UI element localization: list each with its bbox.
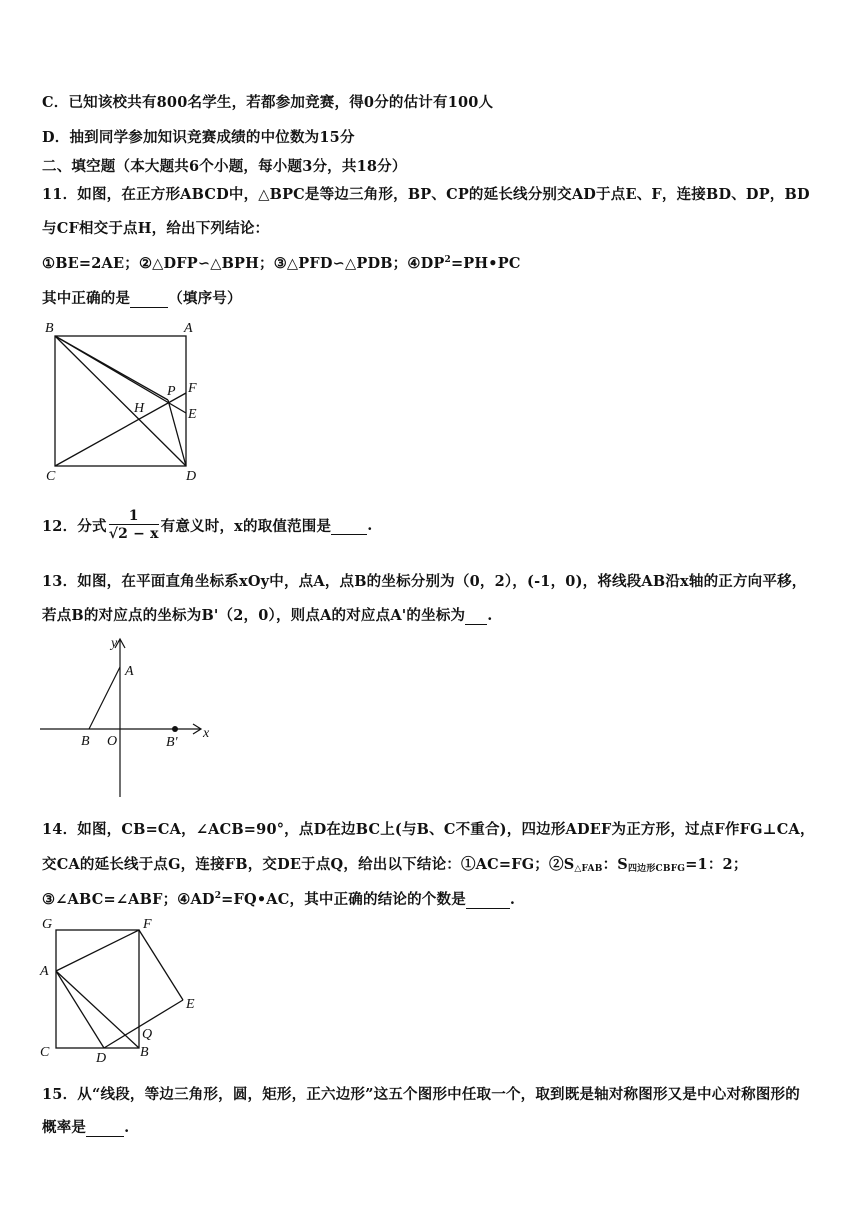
q12-prefix: 12．分式 <box>42 518 107 535</box>
label-d: D <box>186 469 197 484</box>
figure-q14 <box>36 914 206 1064</box>
label-e: E <box>188 407 197 422</box>
label-a: A <box>184 321 193 336</box>
q11-answer-blank[interactable] <box>130 290 168 308</box>
q14-line-1: 14．如图，CB=CA，∠ACB=90°，点D在边BC上(与B、C不重合)，四边形ADEF为正方形，过点F作FG⊥CA， <box>42 821 815 838</box>
q15-period: . <box>124 1119 130 1136</box>
q15-text: 概率是 <box>42 1119 87 1136</box>
q11-answer-prompt: 其中正确的是 <box>42 290 131 307</box>
q13-line-1: 13．如图，在平面直角坐标系xOy中，点A，点B的坐标分别为（0，2），(-1，0)，将线段AB沿x轴的正方向平移， <box>42 573 807 590</box>
q12-answer-blank[interactable] <box>331 517 367 535</box>
label-a: A <box>125 664 134 679</box>
label-f: F <box>188 381 197 396</box>
label-c: C <box>46 469 56 484</box>
label-c: C <box>40 1045 50 1060</box>
q14-answer-blank[interactable] <box>466 891 510 909</box>
q11-answer-hint: （填序号） <box>168 290 242 307</box>
q11-line-1: 11．如图，在正方形ABCD中，△BPC是等边三角形，BP、CP的延长线分别交AD于点E、F，连接BD、DP，BD <box>42 186 810 203</box>
q14-line-3 <box>42 888 515 909</box>
q11-line-2: 与CF相交于点H，给出下列结论： <box>42 220 270 237</box>
q14-exponent: 2 <box>214 891 222 902</box>
q14-text-b: ：S <box>602 856 628 873</box>
q15-line-1: 15．从“线段，等边三角形，圆，矩形，正六边形”这五个图形中任取一个，取到既是轴对称图形又是中心对称图形的 <box>42 1086 800 1103</box>
label-b: B <box>140 1045 149 1060</box>
q12-numerator: 1 <box>109 508 159 525</box>
label-a: A <box>40 964 49 979</box>
q14-sub-fab: △FAB <box>574 864 603 874</box>
point-b-prime <box>172 726 178 732</box>
q14-text-e: =FQ•AC，其中正确的结论的个数是 <box>221 891 466 908</box>
q14-sub-cbfg: 四边形CBFG <box>627 864 686 874</box>
q13-line-2 <box>42 604 492 625</box>
label-b-prime: B' <box>166 735 178 750</box>
q12-fraction <box>109 508 159 543</box>
label-e: E <box>186 997 195 1012</box>
label-h: H <box>134 401 145 416</box>
label-p: P <box>167 384 176 399</box>
option-d: D．抽到同学参加知识竞赛成绩的中位数为15分 <box>42 129 355 146</box>
label-o: O <box>107 734 118 749</box>
label-q: Q <box>142 1027 153 1042</box>
label-f: F <box>143 917 152 932</box>
q13-period: . <box>487 607 493 624</box>
q11-line-3 <box>42 252 521 273</box>
q15-answer-blank[interactable] <box>86 1119 124 1137</box>
q12-period: . <box>367 517 373 534</box>
q12-denominator: √2 − x <box>108 526 159 542</box>
q15-line-2 <box>42 1116 129 1137</box>
label-x: x <box>203 726 210 741</box>
q14-text-a: 交CA的延长线于点G，连接FB，交DE于点Q，给出以下结论：①AC=FG；②S <box>42 856 575 873</box>
q12-text: 有意义时，x的取值范围是 <box>160 518 332 535</box>
label-d: D <box>96 1051 107 1064</box>
q14-text-c: =1：2； <box>685 856 748 873</box>
option-c: C．已知该校共有800名学生，若都参加竞赛，得0分的估计有100人 <box>42 94 494 111</box>
q13-answer-blank[interactable] <box>465 607 487 625</box>
q11-conclusions: ①BE=2AE；②△DFP∽△BPH；③△PFD∽△PDB；④DP <box>42 255 445 272</box>
label-b: B <box>45 321 54 336</box>
q11-conclusions-end: =PH•PC <box>450 255 521 272</box>
q11-line-4 <box>42 287 242 308</box>
label-b: B <box>81 734 90 749</box>
label-g: G <box>42 917 53 932</box>
figure-q13 <box>38 632 228 802</box>
figure-q11 <box>40 318 210 488</box>
section-heading: 二、填空题（本大题共6个小题，每小题3分，共18分） <box>42 158 407 175</box>
label-y: y <box>111 636 118 651</box>
q12-line <box>42 508 372 543</box>
q13-text: 若点B的对应点的坐标为B'（2，0），则点A的对应点A'的坐标为 <box>42 607 466 624</box>
q14-text-d: ③∠ABC=∠ABF；④AD <box>42 891 215 908</box>
q14-period: . <box>509 891 516 908</box>
q11-exponent: 2 <box>444 255 451 266</box>
q14-line-2 <box>42 853 748 874</box>
